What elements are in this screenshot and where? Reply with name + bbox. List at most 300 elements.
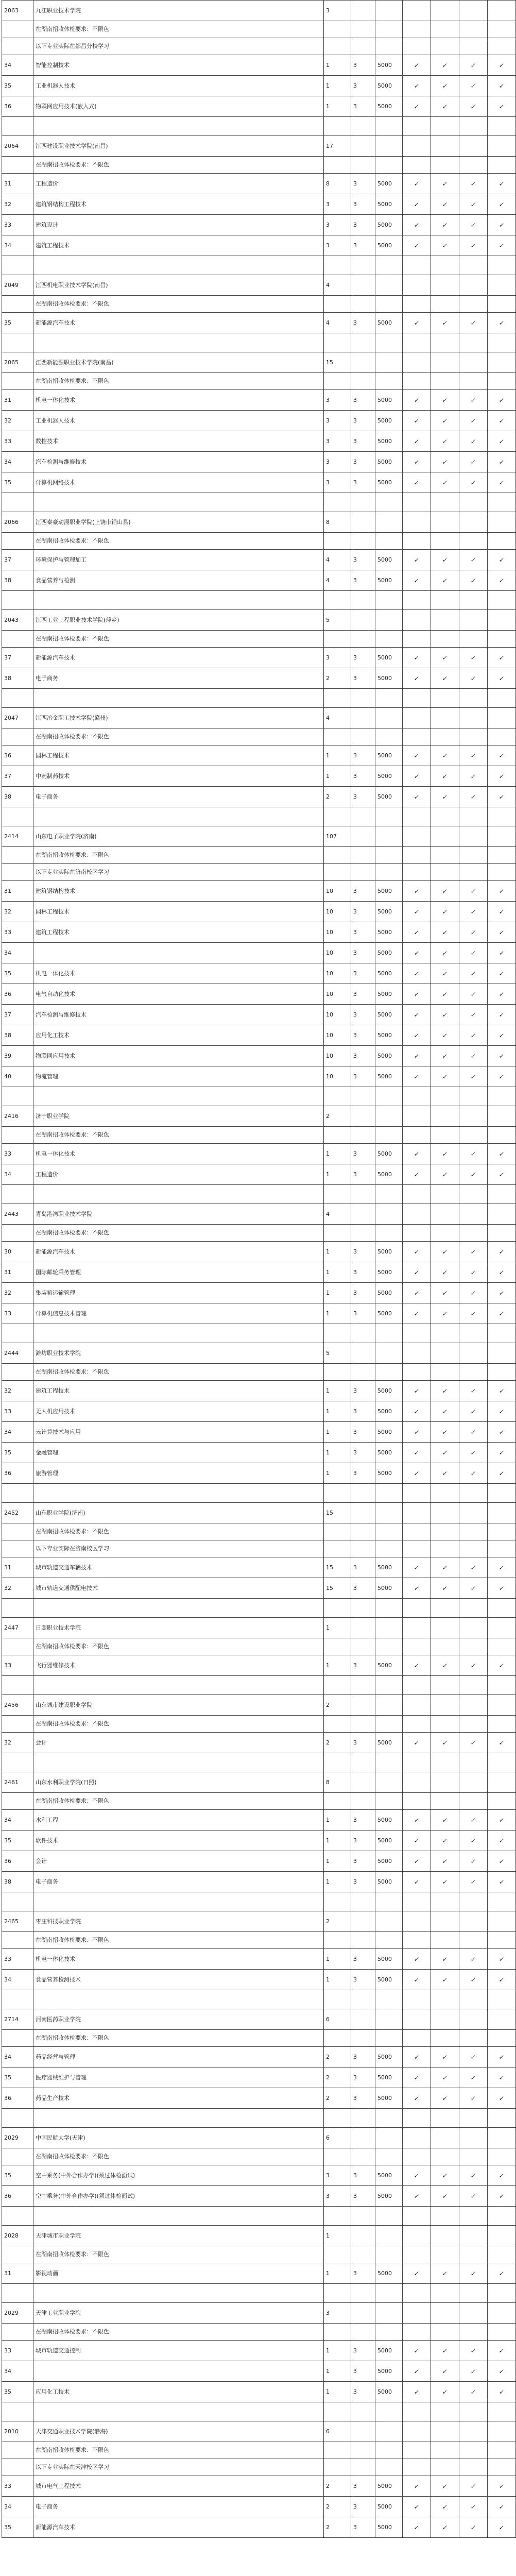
years-cell	[351, 256, 375, 275]
check-cell-3	[459, 2030, 488, 2047]
name-cell-text: 应用化工技术	[36, 1031, 70, 1039]
years-cell	[351, 1025, 375, 1046]
fee-cell	[375, 1932, 403, 1949]
name-cell-text: 江西新能源职业技术学院(南昌)	[36, 359, 114, 366]
check-cell-3	[459, 2109, 488, 2128]
name-cell	[33, 570, 324, 591]
check-cell-4	[488, 1932, 516, 1949]
check-cell-3	[459, 96, 488, 117]
years-cell	[351, 1716, 375, 1733]
code-cell	[2, 1578, 33, 1599]
check-cell-2	[431, 1949, 459, 1970]
fee-cell	[375, 2186, 403, 2207]
check-mark-icon: ✓	[413, 1052, 420, 1060]
code-cell	[2, 1503, 33, 1523]
years-cell-text: 3	[353, 887, 357, 894]
check-cell-4	[488, 1676, 516, 1695]
check-mark-icon: ✓	[470, 1289, 477, 1297]
name-cell	[33, 1618, 324, 1638]
check-mark-icon: ✓	[441, 970, 449, 977]
check-mark-icon: ✓	[498, 319, 505, 327]
check-mark-icon: ✓	[441, 1248, 449, 1256]
name-cell-text: 集装箱运输管理	[36, 1289, 75, 1296]
check-mark-icon: ✓	[413, 1289, 420, 1297]
fee-cell-text: 5000	[377, 949, 392, 956]
check-cell-3	[459, 1932, 488, 1949]
check-cell-1	[403, 174, 431, 194]
major-row	[2, 1655, 516, 1676]
check-mark-icon: ✓	[498, 1564, 505, 1571]
enrollment-plan-table	[2, 0, 516, 2538]
years-cell	[351, 1106, 375, 1127]
code-cell	[2, 591, 33, 610]
plan-count-cell	[324, 2459, 351, 2476]
code-cell	[2, 194, 33, 215]
code-cell	[2, 1638, 33, 1655]
check-mark-icon: ✓	[413, 1428, 420, 1436]
name-cell-text: 日照职业技术学院	[36, 1624, 81, 1631]
check-mark-icon: ✓	[413, 2094, 420, 2102]
name-cell	[33, 333, 324, 352]
check-mark-icon: ✓	[470, 2094, 477, 2102]
check-cell-4	[488, 766, 516, 787]
name-cell-text: 城市轨道交通控制	[36, 2347, 81, 2354]
years-cell	[351, 2459, 375, 2476]
fee-cell	[375, 728, 403, 745]
check-cell-4	[488, 610, 516, 631]
years-cell-text: 3	[353, 1408, 357, 1415]
check-mark-icon: ✓	[498, 2388, 505, 2396]
note-row	[2, 1540, 516, 1557]
check-mark-icon: ✓	[441, 654, 449, 662]
years-cell	[351, 2517, 375, 2538]
name-cell	[33, 2030, 324, 2047]
name-cell	[33, 631, 324, 648]
check-cell-2	[431, 352, 459, 373]
check-mark-icon: ✓	[413, 908, 420, 916]
code-cell	[2, 472, 33, 493]
note-row	[2, 296, 516, 313]
check-cell-3	[459, 1443, 488, 1463]
check-cell-2	[431, 1618, 459, 1638]
code-cell-text: 35	[4, 2523, 11, 2531]
check-cell-3	[459, 610, 488, 631]
code-cell	[2, 963, 33, 984]
check-cell-2	[431, 194, 459, 215]
fee-cell-text: 5000	[377, 2074, 392, 2081]
years-cell-text: 3	[353, 1268, 357, 1276]
fee-cell-text: 5000	[377, 990, 392, 997]
check-cell-3	[459, 2207, 488, 2226]
fee-cell	[375, 1443, 403, 1463]
years-cell-text: 3	[353, 1857, 357, 1865]
check-cell-1	[403, 984, 431, 1005]
check-cell-4	[488, 1523, 516, 1540]
years-cell	[351, 1578, 375, 1599]
fee-cell-text: 5000	[377, 61, 392, 69]
code-cell	[2, 1204, 33, 1225]
check-cell-3	[459, 2341, 488, 2361]
check-cell-1	[403, 648, 431, 668]
check-cell-3	[459, 1716, 488, 1733]
check-cell-4	[488, 174, 516, 194]
check-cell-3	[459, 2303, 488, 2324]
check-cell-4	[488, 1618, 516, 1638]
major-row	[2, 2497, 516, 2517]
years-cell	[351, 1087, 375, 1106]
check-cell-1	[403, 787, 431, 807]
major-row	[2, 2067, 516, 2088]
years-cell	[351, 610, 375, 631]
plan-count-cell-text: 4	[326, 577, 330, 584]
name-cell-text: 机电一体化技术	[36, 1955, 75, 1962]
check-cell-2	[431, 373, 459, 390]
years-cell-text: 3	[353, 61, 357, 69]
plan-count-cell-text: 10	[326, 990, 333, 997]
name-cell-text: 江西机电职业技术学院(南昌)	[36, 281, 108, 289]
plan-count-cell-text: 3	[326, 479, 330, 486]
check-cell-1	[403, 1343, 431, 1364]
fee-cell	[375, 550, 403, 570]
years-cell-text: 3	[353, 990, 357, 997]
name-cell-text: 工程造价	[36, 1171, 58, 1178]
plan-count-cell	[324, 296, 351, 313]
check-cell-2	[431, 1242, 459, 1262]
years-cell	[351, 2402, 375, 2421]
check-cell-1	[403, 411, 431, 431]
check-mark-icon: ✓	[498, 200, 505, 208]
code-cell	[2, 550, 33, 570]
check-mark-icon: ✓	[470, 396, 477, 404]
years-cell	[351, 1503, 375, 1523]
check-cell-2	[431, 333, 459, 352]
check-cell-4	[488, 2109, 516, 2128]
check-mark-icon: ✓	[413, 1469, 420, 1477]
fee-cell-text: 5000	[377, 1387, 392, 1394]
plan-count-cell	[324, 1422, 351, 1443]
code-cell	[2, 1443, 33, 1463]
code-cell	[2, 2207, 33, 2226]
check-cell-4	[488, 1851, 516, 1872]
name-cell	[33, 648, 324, 668]
check-cell-3	[459, 1810, 488, 1831]
check-cell-3	[459, 174, 488, 194]
check-mark-icon: ✓	[470, 200, 477, 208]
name-cell-text: 在湖南招收体检要求：不限色	[36, 378, 109, 384]
check-cell-1	[403, 1540, 431, 1557]
name-cell	[33, 787, 324, 807]
code-cell-text: 34	[4, 1171, 11, 1178]
fee-cell	[375, 881, 403, 902]
check-cell-1	[403, 215, 431, 235]
name-cell-text: 汽车检测与维修技术	[36, 1011, 87, 1018]
note-row	[2, 2442, 516, 2459]
name-cell-text: 影视动画	[36, 2269, 58, 2277]
check-cell-3	[459, 2517, 488, 2538]
check-cell-4	[488, 1381, 516, 1401]
check-cell-4	[488, 1695, 516, 1716]
check-mark-icon: ✓	[470, 417, 477, 425]
check-cell-3	[459, 1970, 488, 1990]
check-cell-2	[431, 922, 459, 943]
check-mark-icon: ✓	[470, 221, 477, 229]
fee-cell	[375, 472, 403, 493]
check-cell-2	[431, 2361, 459, 2382]
check-cell-4	[488, 2497, 516, 2517]
years-cell-text: 3	[353, 2269, 357, 2277]
plan-count-cell	[324, 2030, 351, 2047]
plan-count-cell	[324, 117, 351, 136]
plan-count-cell	[324, 174, 351, 194]
check-cell-1	[403, 38, 431, 55]
fee-cell	[375, 1225, 403, 1242]
plan-count-cell	[324, 76, 351, 96]
name-cell	[33, 591, 324, 610]
fee-cell	[375, 570, 403, 591]
name-cell	[33, 1599, 324, 1618]
check-mark-icon: ✓	[470, 2053, 477, 2061]
check-cell-4	[488, 631, 516, 648]
plan-count-cell	[324, 1872, 351, 1892]
name-cell-text: 在湖南招收体检要求：不限色	[36, 26, 109, 32]
plan-count-cell	[324, 2497, 351, 2517]
check-mark-icon: ✓	[470, 1584, 477, 1592]
check-cell-2	[431, 1, 459, 21]
check-cell-2	[431, 1523, 459, 1540]
plan-count-cell-text: 1	[326, 1310, 330, 1317]
name-cell-text: 水利工程	[36, 1816, 58, 1823]
check-mark-icon: ✓	[498, 887, 505, 895]
plan-count-cell	[324, 550, 351, 570]
code-cell-text: 37	[4, 1011, 11, 1018]
note-row	[2, 807, 516, 826]
name-cell-text: 食品营养检测技术	[36, 1976, 81, 1983]
check-cell-4	[488, 826, 516, 847]
check-cell-4	[488, 2382, 516, 2402]
check-cell-1	[403, 431, 431, 452]
check-cell-1	[403, 1793, 431, 1810]
check-cell-1	[403, 2341, 431, 2361]
years-cell	[351, 1066, 375, 1087]
check-cell-3	[459, 631, 488, 648]
major-row	[2, 902, 516, 922]
check-cell-1	[403, 2459, 431, 2476]
code-cell-text: 33	[4, 1310, 11, 1317]
note-row	[2, 493, 516, 512]
code-cell-text: 36	[4, 990, 11, 997]
code-cell-text: 34	[4, 1428, 11, 1435]
plan-count-cell-text: 6	[326, 2428, 330, 2435]
code-cell	[2, 1343, 33, 1364]
plan-count-cell-text: 1	[326, 1248, 330, 1255]
check-mark-icon: ✓	[470, 793, 477, 801]
fee-cell	[375, 1087, 403, 1106]
check-cell-3	[459, 235, 488, 256]
check-mark-icon: ✓	[413, 82, 420, 90]
check-mark-icon: ✓	[498, 437, 505, 445]
code-cell	[2, 275, 33, 296]
name-cell	[33, 452, 324, 472]
name-cell-text: 江西泰豪动漫职业学院(上饶市铅山县)	[36, 518, 131, 526]
name-cell	[33, 1381, 324, 1401]
code-cell-text: 2029	[4, 2134, 19, 2141]
name-cell	[33, 1463, 324, 1484]
check-cell-1	[403, 1655, 431, 1676]
code-cell	[2, 2497, 33, 2517]
name-cell	[33, 493, 324, 512]
check-mark-icon: ✓	[498, 949, 505, 957]
name-cell	[33, 2186, 324, 2207]
check-cell-3	[459, 2009, 488, 2030]
check-cell-3	[459, 215, 488, 235]
name-cell	[33, 1204, 324, 1225]
check-cell-3	[459, 1242, 488, 1262]
code-cell-text: 2064	[4, 142, 19, 149]
note-row	[2, 2246, 516, 2263]
note-row	[2, 1484, 516, 1503]
plan-count-cell-text: 1	[326, 1268, 330, 1276]
check-cell-4	[488, 1144, 516, 1164]
check-cell-1	[403, 1106, 431, 1127]
code-cell-text: 32	[4, 908, 11, 915]
check-cell-4	[488, 2088, 516, 2109]
plan-count-cell-text: 3	[326, 200, 330, 208]
check-mark-icon: ✓	[470, 1878, 477, 1886]
check-mark-icon: ✓	[441, 1073, 449, 1080]
check-mark-icon: ✓	[498, 752, 505, 759]
code-cell-text: 2452	[4, 1509, 19, 1516]
check-mark-icon: ✓	[441, 752, 449, 759]
plan-count-cell-text: 2	[326, 1112, 330, 1120]
name-cell	[33, 2109, 324, 2128]
fee-cell	[375, 1851, 403, 1872]
check-cell-3	[459, 136, 488, 157]
check-mark-icon: ✓	[498, 1150, 505, 1158]
years-cell	[351, 728, 375, 745]
name-cell-text: 计算机网络技术	[36, 479, 75, 486]
plan-count-cell-text: 1	[326, 1289, 330, 1296]
years-cell	[351, 21, 375, 38]
years-cell	[351, 847, 375, 864]
check-cell-4	[488, 256, 516, 275]
check-cell-4	[488, 2361, 516, 2382]
name-cell-text: 九江职业技术学院	[36, 7, 81, 14]
check-cell-4	[488, 1772, 516, 1793]
check-cell-2	[431, 21, 459, 38]
plan-count-cell-text: 2	[326, 2523, 330, 2531]
plan-count-cell	[324, 1540, 351, 1557]
check-cell-3	[459, 38, 488, 55]
note-row	[2, 1716, 516, 1733]
major-row	[2, 881, 516, 902]
name-cell-text: 在湖南招收体检要求：不限色	[36, 1368, 109, 1375]
check-cell-1	[403, 1127, 431, 1144]
check-cell-2	[431, 2402, 459, 2421]
fee-cell	[375, 1557, 403, 1578]
plan-count-cell	[324, 1144, 351, 1164]
check-cell-1	[403, 2165, 431, 2186]
plan-count-cell	[324, 2341, 351, 2361]
name-cell-text: 机电一体化技术	[36, 396, 75, 403]
check-cell-3	[459, 2128, 488, 2148]
fee-cell	[375, 452, 403, 472]
plan-count-cell-text: 3	[326, 396, 330, 403]
plan-count-cell-text: 1	[326, 82, 330, 89]
plan-count-cell	[324, 493, 351, 512]
name-cell	[33, 136, 324, 157]
check-cell-3	[459, 648, 488, 668]
name-cell-text: 园林工程技术	[36, 908, 70, 915]
name-cell	[33, 2382, 324, 2402]
check-cell-3	[459, 1401, 488, 1422]
name-cell	[33, 512, 324, 533]
check-cell-1	[403, 550, 431, 570]
code-cell-text: 33	[4, 1662, 11, 1669]
name-cell	[33, 2246, 324, 2263]
plan-count-cell-text: 2	[326, 1739, 330, 1746]
name-cell-text: 在湖南招收体检要求：不限色	[36, 2153, 109, 2160]
check-cell-2	[431, 631, 459, 648]
check-cell-3	[459, 1523, 488, 1540]
years-cell	[351, 2303, 375, 2324]
code-cell-text: 36	[4, 103, 11, 110]
check-cell-1	[403, 256, 431, 275]
plan-count-cell	[324, 1676, 351, 1695]
plan-count-cell	[324, 1557, 351, 1578]
check-cell-1	[403, 2109, 431, 2128]
note-row	[2, 2030, 516, 2047]
fee-cell	[375, 390, 403, 411]
years-cell	[351, 2284, 375, 2303]
fee-cell-text: 5000	[377, 221, 392, 228]
fee-cell	[375, 1185, 403, 1204]
fee-cell-text: 5000	[377, 1031, 392, 1039]
check-mark-icon: ✓	[413, 2074, 420, 2081]
code-cell-text: 35	[4, 82, 11, 89]
check-cell-2	[431, 943, 459, 963]
fee-cell	[375, 1144, 403, 1164]
note-row	[2, 2459, 516, 2476]
note-row	[2, 1087, 516, 1106]
name-cell	[33, 431, 324, 452]
years-cell	[351, 1810, 375, 1831]
check-mark-icon: ✓	[498, 2523, 505, 2531]
check-cell-4	[488, 2517, 516, 2538]
check-cell-4	[488, 668, 516, 689]
check-cell-1	[403, 2324, 431, 2341]
check-mark-icon: ✓	[413, 2192, 420, 2200]
check-cell-2	[431, 1087, 459, 1106]
years-cell	[351, 787, 375, 807]
plan-count-cell	[324, 1005, 351, 1025]
years-cell	[351, 38, 375, 55]
name-cell-text: 在湖南招收体检要求：不限色	[36, 1131, 109, 1138]
major-row	[2, 96, 516, 117]
code-cell	[2, 2067, 33, 2088]
fee-cell	[375, 1733, 403, 1753]
note-row	[2, 2207, 516, 2226]
plan-count-cell	[324, 2284, 351, 2303]
check-cell-1	[403, 902, 431, 922]
check-cell-3	[459, 766, 488, 787]
check-cell-1	[403, 533, 431, 550]
plan-count-cell	[324, 1066, 351, 1087]
check-cell-2	[431, 1810, 459, 1831]
code-cell	[2, 76, 33, 96]
fee-cell	[375, 38, 403, 55]
check-mark-icon: ✓	[413, 1011, 420, 1019]
name-cell-text: 工业机器人技术	[36, 417, 75, 424]
